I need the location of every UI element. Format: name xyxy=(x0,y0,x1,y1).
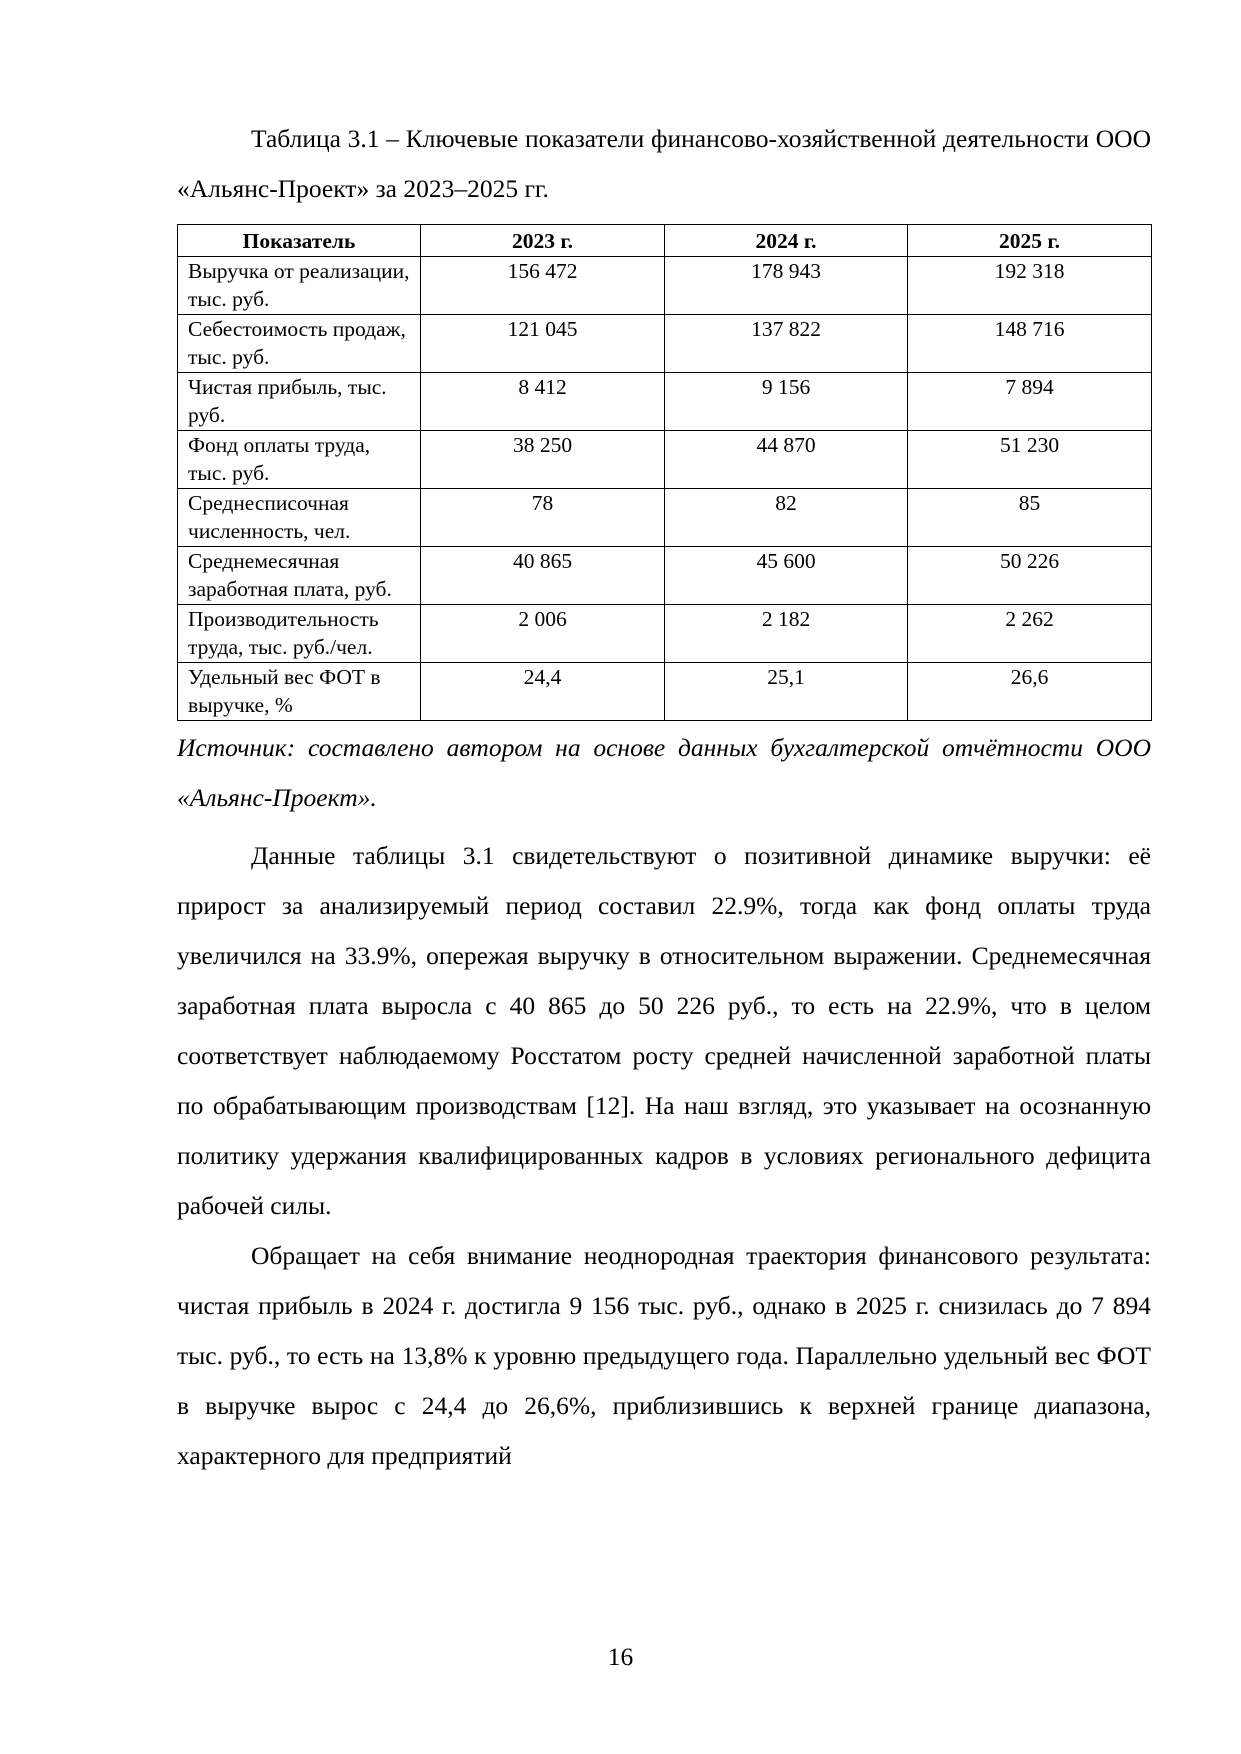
header-indicator: Показатель xyxy=(178,225,421,257)
row-label: Среднесписочная численность, чел. xyxy=(178,488,421,546)
value-2024: 9 156 xyxy=(665,372,908,430)
table-row xyxy=(178,430,1152,488)
header-2023: 2023 г. xyxy=(421,225,665,257)
value-2025: 148 716 xyxy=(908,314,1152,372)
value-2025: 51 230 xyxy=(908,430,1152,488)
paragraph-spacer xyxy=(177,823,1151,831)
value-2023: 38 250 xyxy=(421,430,665,488)
value-2024: 44 870 xyxy=(665,430,908,488)
page-number: 16 xyxy=(607,1642,634,1671)
value-2024: 25,1 xyxy=(665,662,908,720)
table-header-row xyxy=(178,225,1152,257)
page-content xyxy=(177,114,1151,1481)
table-row xyxy=(178,546,1152,604)
body-paragraph: Обращает на себя внимание неоднородная траектория финансового результата: чистая прибыль в 2024 г. достигла 9 156 тыс. руб., однако в 2025 г. снизилась до 7 894 тыс. руб., то есть на 13,8% к уровню предыдущего года. Параллельно удельный вес ФОТ в выручке вырос с 24,4 до 26,6%, приблизившись к верхней границе диапазона, характерного для предприятий xyxy=(177,1240,1151,1470)
row-label: Фонд оплаты труда, тыс. руб. xyxy=(178,430,421,488)
financial-indicators-table xyxy=(177,224,1152,721)
row-label: Себестоимость продаж, тыс. руб. xyxy=(178,314,421,372)
row-label: Среднемесячная заработная плата, руб. xyxy=(178,546,421,604)
value-2025: 7 894 xyxy=(908,372,1152,430)
table-caption: Таблица 3.1 – Ключевые показатели финансово-хозяйственной деятельности ООО «Альянс-Проект» за 2023–2025 гг. xyxy=(177,124,1151,203)
header-2024: 2024 г. xyxy=(665,225,908,257)
table-row xyxy=(178,662,1152,720)
table-row xyxy=(178,488,1152,546)
value-2023: 40 865 xyxy=(421,546,665,604)
header-2025: 2025 г. xyxy=(908,225,1152,257)
value-2025: 192 318 xyxy=(908,256,1152,314)
value-2023: 121 045 xyxy=(421,314,665,372)
row-label: Выручка от реализации, тыс. руб. xyxy=(178,256,421,314)
value-2023: 24,4 xyxy=(421,662,665,720)
table-row xyxy=(178,256,1152,314)
value-2024: 137 822 xyxy=(665,314,908,372)
value-2023: 2 006 xyxy=(421,604,665,662)
value-2023: 78 xyxy=(421,488,665,546)
value-2025: 26,6 xyxy=(908,662,1152,720)
table-row xyxy=(178,372,1152,430)
table-source-note: Источник: составлено автором на основе данных бухгалтерской отчётности ООО «Альянс-Проект». xyxy=(177,732,1151,812)
value-2024: 2 182 xyxy=(665,604,908,662)
row-label: Чистая прибыль, тыс. руб. xyxy=(178,372,421,430)
value-2023: 8 412 xyxy=(421,372,665,430)
value-2024: 45 600 xyxy=(665,546,908,604)
value-2023: 156 472 xyxy=(421,256,665,314)
value-2025: 2 262 xyxy=(908,604,1152,662)
value-2025: 85 xyxy=(908,488,1152,546)
body-paragraph: Данные таблицы 3.1 свидетельствуют о позитивной динамике выручки: её прирост за анализируемый период составил 22.9%, тогда как фонд оплаты труда увеличился на 33.9%, опережая выручку в относительном выражении. Среднемесячная заработная плата выросла с 40 865 до 50 226 руб., то есть на 22.9%, что в целом соответствует наблюдаемому Росстатом росту средней начисленной заработной платы по обрабатывающим производствам [12]. На наш взгляд, это указывает на осознанную политику удержания квалифицированных кадров в условиях регионального дефицита рабочей силы. xyxy=(177,840,1151,1220)
row-label: Удельный вес ФОТ в выручке, % xyxy=(178,662,421,720)
row-label: Производительность труда, тыс. руб./чел. xyxy=(178,604,421,662)
table-row xyxy=(178,604,1152,662)
value-2024: 178 943 xyxy=(665,256,908,314)
value-2025: 50 226 xyxy=(908,546,1152,604)
table-row xyxy=(178,314,1152,372)
value-2024: 82 xyxy=(665,488,908,546)
